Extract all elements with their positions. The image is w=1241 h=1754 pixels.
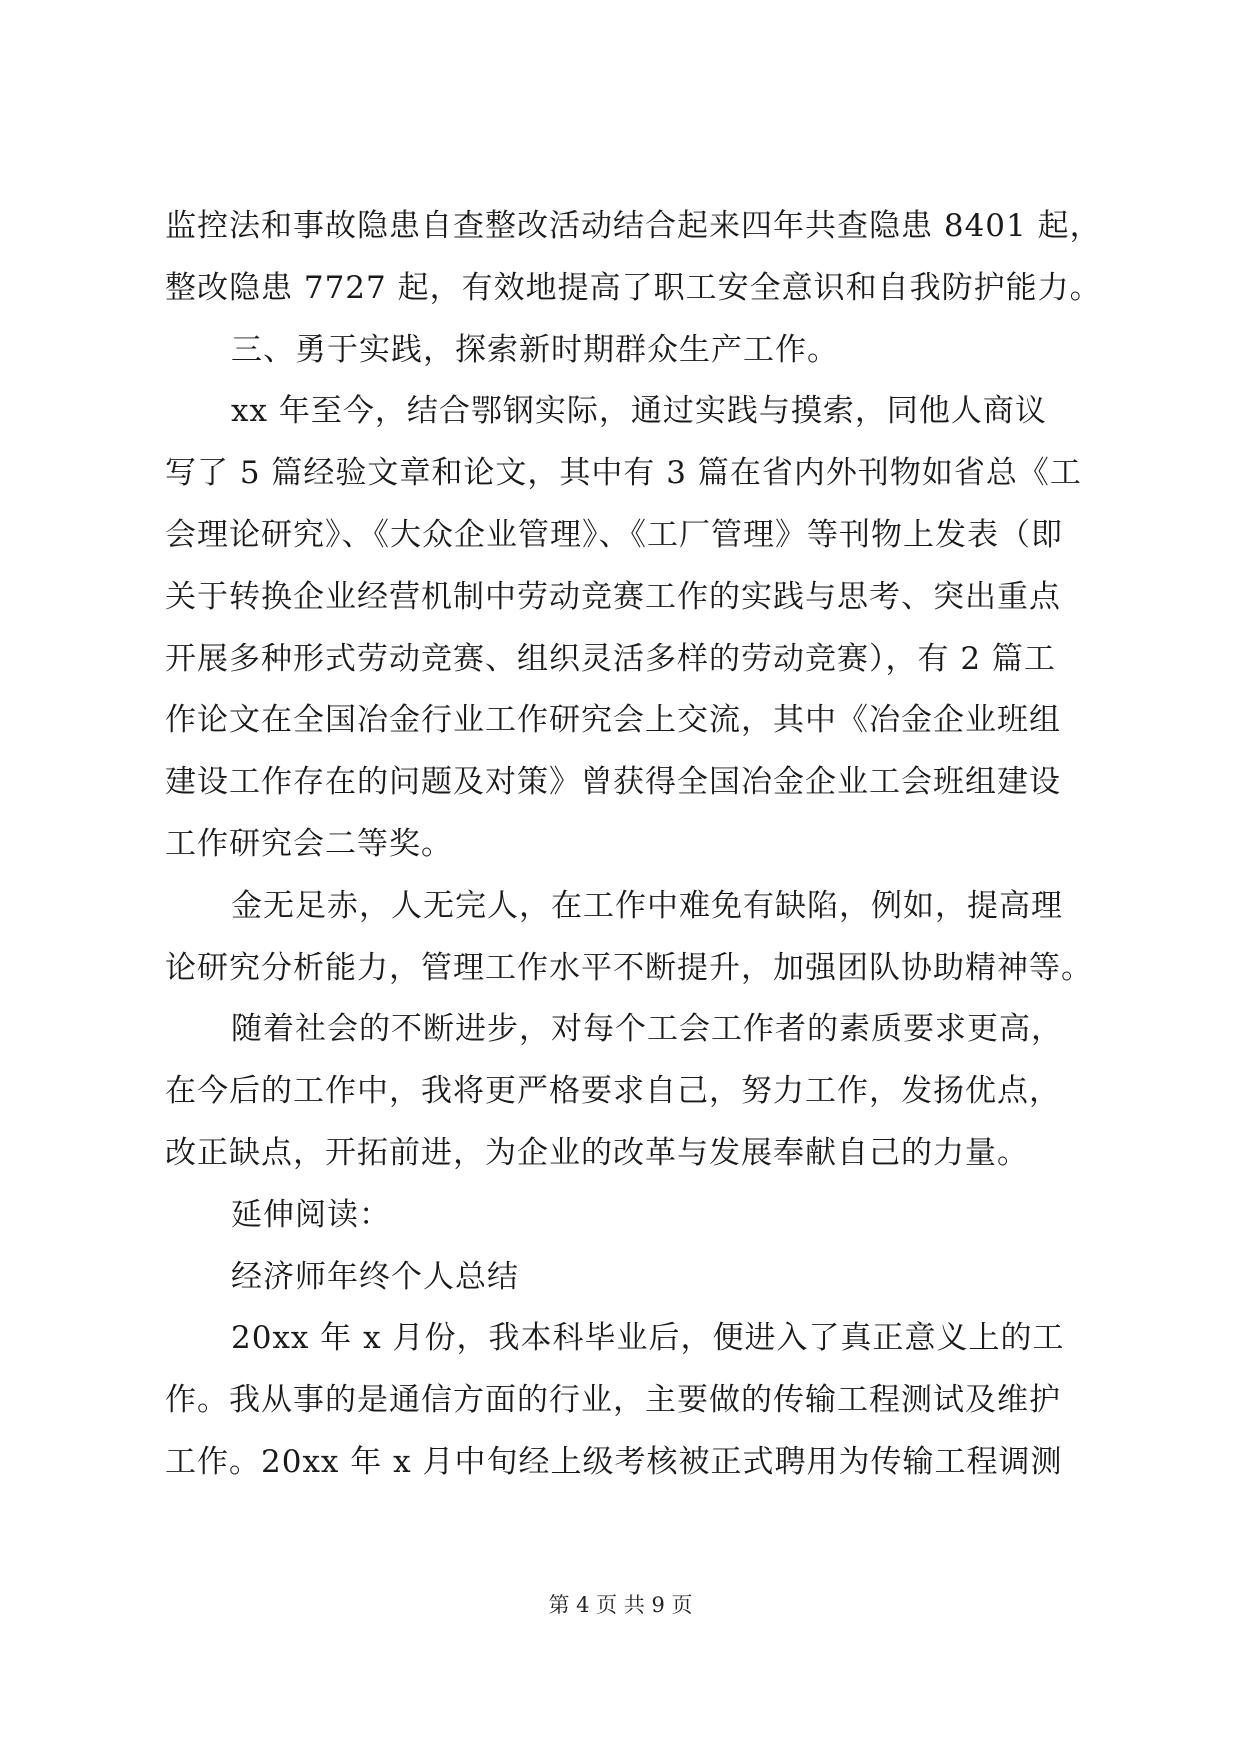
text-line: 建设工作存在的问题及对策》曾获得全国冶金企业工会班组建设: [165, 764, 1061, 801]
text-line: 整改隐患 7727 起，有效地提高了职工安全意识和自我防护能力。: [165, 269, 1102, 306]
page-number-footer: 第 4 页 共 9 页: [548, 1593, 693, 1617]
text-line: 改正缺点，开拓前进，为企业的改革与发展奉献自己的力量。: [165, 1134, 1029, 1171]
text-line: 监控法和事故隐患自查整改活动结合起来四年共查隐患 8401 起，: [165, 208, 1102, 244]
document-body: [165, 196, 1102, 1494]
text-line: 写了 5 篇经验文章和论文，其中有 3 篇在省内外刊物如省总《工: [165, 455, 1082, 492]
extended-reading-label: 延伸阅读：: [231, 1196, 391, 1233]
text-line: 作论文在全国冶金行业工作研究会上交流，其中《冶金企业班组: [165, 702, 1061, 739]
text-line: 论研究分析能力，管理工作水平不断提升，加强团队协助精神等。: [165, 949, 1093, 986]
section-heading: 三、勇于实践，探索新时期群众生产工作。: [231, 331, 839, 368]
text-line: 工作。20xx 年 x 月中旬经上级考核被正式聘用为传输工程调测: [165, 1443, 1063, 1480]
text-line: 随着社会的不断进步，对每个工会工作者的素质要求更高，: [231, 1011, 1063, 1048]
text-line: 工作研究会二等奖。: [165, 825, 453, 862]
text-line: 作。我从事的是通信方面的行业，主要做的传输工程测试及维护: [165, 1382, 1061, 1419]
text-line: 金无足赤，人无完人，在工作中难免有缺陷，例如，提高理: [231, 887, 1063, 924]
text-line: 会理论研究》、《大众企业管理》、《工厂管理》等刊物上发表（即: [165, 516, 1063, 553]
article-title: 经济师年终个人总结: [231, 1258, 519, 1295]
text-line: 20xx 年 x 月份，我本科毕业后，便进入了真正意义上的工: [231, 1320, 1065, 1357]
text-line: 开展多种形式劳动竞赛、组织灵活多样的劳动竞赛），有 2 篇工: [165, 640, 1056, 677]
text-line: 在今后的工作中，我将更严格要求自己，努力工作，发扬优点，: [165, 1073, 1061, 1110]
text-line: 关于转换企业经营机制中劳动竞赛工作的实践与思考、突出重点: [165, 578, 1061, 615]
text-line: xx 年至今，结合鄂钢实际，通过实践与摸索，同他人商议: [231, 393, 1047, 430]
